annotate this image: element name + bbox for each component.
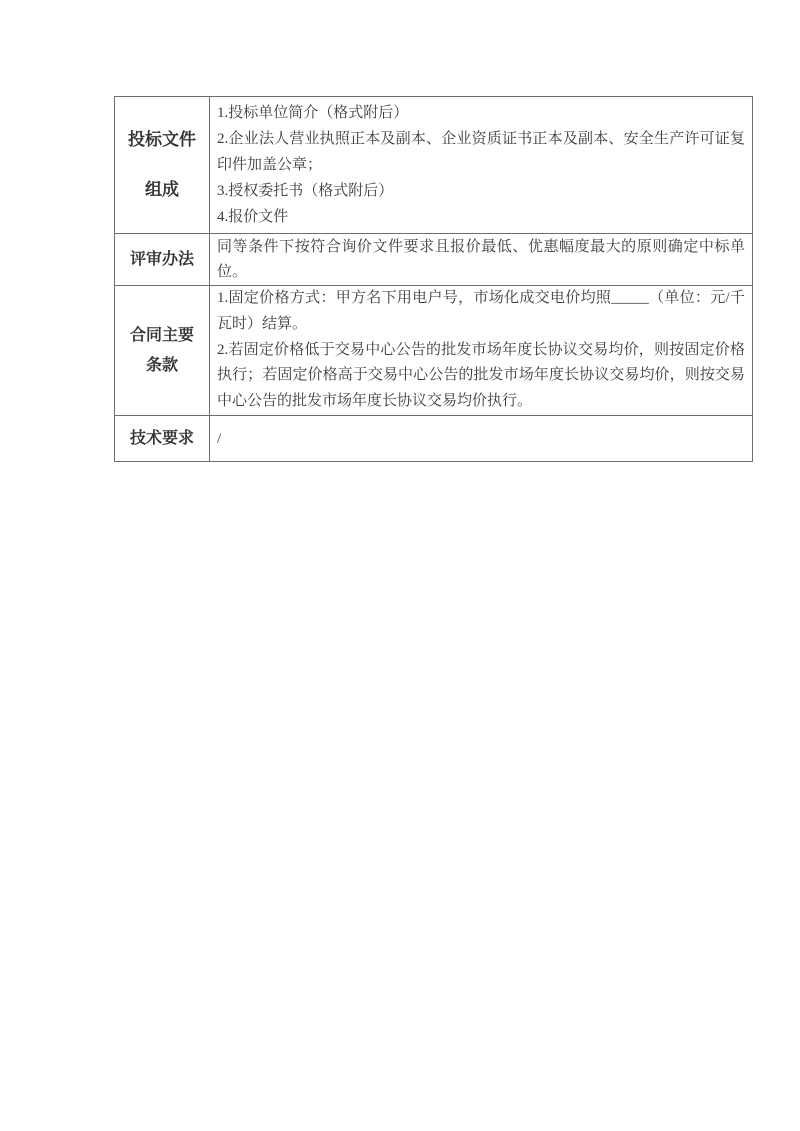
row-header-line: 组成 xyxy=(145,180,179,199)
content-paragraph: 2.若固定价格低于交易中心公告的批发市场年度长协议交易均价，则按固定价格执行；若固定价格高于交易中心公告的批发市场年度长协议交易均价，则按交易中心公告的批发市场年度长协议交易均价执行。 xyxy=(217,341,745,410)
row-header-line: 合同主要 xyxy=(129,326,194,344)
row-header-cell xyxy=(115,416,210,461)
content-paragraph: / xyxy=(217,430,222,447)
tender-info-table xyxy=(114,96,753,462)
row-header-line: 投标文件 xyxy=(128,130,196,149)
content-paragraph: 2.企业法人营业执照正本及副本、企业资质证书正本及副本、安全生产许可证复印件加盖公章； xyxy=(217,131,745,173)
row-header-cell xyxy=(115,234,210,285)
content-paragraph: 1.投标单位简介（格式附后） xyxy=(217,105,409,121)
content-paragraph: 1.固定价格方式：甲方名下用电户号，市场化成交电价均照_____（单位：元/千瓦时）结算。 xyxy=(217,290,745,332)
content-paragraph: 4.报价文件 xyxy=(217,209,289,225)
row-content-cell xyxy=(210,416,752,461)
content-paragraph: 同等条件下按符合询价文件要求且报价最低、优惠幅度最大的原则确定中标单位。 xyxy=(217,238,745,280)
table-row-technical-requirements xyxy=(115,415,752,461)
row-header-cell xyxy=(115,97,210,233)
content-paragraph: 3.授权委托书（格式附后） xyxy=(217,183,394,199)
table-row-bid-document-composition xyxy=(115,97,752,233)
row-header-cell xyxy=(115,286,210,415)
row-header-line: 条款 xyxy=(145,356,178,374)
table-row-contract-main-terms xyxy=(115,285,752,415)
row-header-line: 技术要求 xyxy=(129,429,194,447)
row-header-line: 评审办法 xyxy=(129,250,194,268)
row-content-cell xyxy=(210,286,752,415)
row-content-cell xyxy=(210,97,752,233)
row-content-cell xyxy=(210,234,752,285)
table-row-evaluation-method xyxy=(115,233,752,285)
